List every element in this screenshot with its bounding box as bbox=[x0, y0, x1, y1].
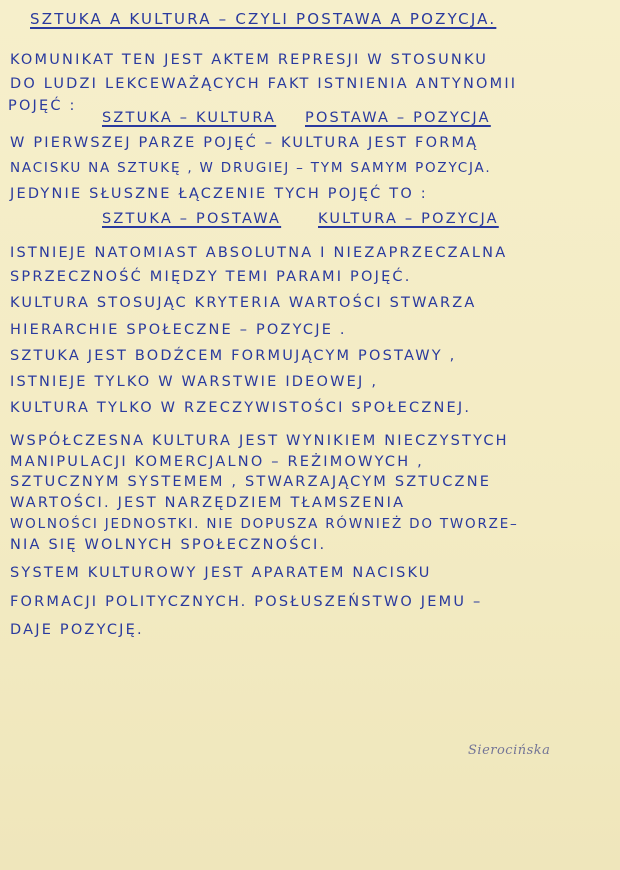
text-line: KULTURA TYLKO W RZECZYWISTOŚCI SPOŁECZNEJ. bbox=[10, 400, 472, 416]
text-line: POJĘĆ : bbox=[8, 98, 77, 114]
text-line: SZTUKA – POSTAWA bbox=[102, 211, 282, 227]
page-title: SZTUKA A KULTURA – CZYLI POSTAWA A POZYCJA. bbox=[30, 10, 497, 28]
text-line: MANIPULACJI KOMERCJALNO – REŻIMOWYCH , bbox=[10, 454, 424, 470]
signature: Sierocińska bbox=[468, 743, 551, 758]
text-line: WSPÓŁCZESNA KULTURA JEST WYNIKIEM NIECZYSTYCH bbox=[10, 433, 509, 449]
text-line: SZTUKA JEST BODŹCEM FORMUJĄCYM POSTAWY , bbox=[10, 348, 457, 364]
text-line: DO LUDZI LEKCEWAŻĄCYCH FAKT ISTNIENIA ANTYNOMII bbox=[10, 76, 518, 92]
text-line: KULTURA – POZYCJA bbox=[318, 211, 499, 227]
text-line: WOLNOŚCI JEDNOSTKI. NIE DOPUSZA RÓWNIEŻ DO TWORZE– bbox=[10, 516, 519, 532]
text-line: NIA SIĘ WOLNYCH SPOŁECZNOŚCI. bbox=[10, 537, 327, 553]
text-line: JEDYNIE SŁUSZNE ŁĄCZENIE TYCH POJĘĆ TO : bbox=[10, 186, 428, 202]
text-line: SZTUKA – KULTURA bbox=[102, 110, 277, 126]
text-line: W PIERWSZEJ PARZE POJĘĆ – KULTURA JEST FORMĄ bbox=[10, 135, 479, 151]
text-line: WARTOŚCI. JEST NARZĘDZIEM TŁAMSZENIA bbox=[10, 495, 406, 511]
text-line: KULTURA STOSUJĄC KRYTERIA WARTOŚCI STWARZA bbox=[10, 295, 477, 311]
text-line: SZTUCZNYM SYSTEMEM , STWARZAJĄCYM SZTUCZNE bbox=[10, 474, 492, 490]
text-line: POSTAWA – POZYCJA bbox=[305, 110, 491, 126]
text-line: KOMUNIKAT TEN JEST AKTEM REPRESJI W STOSUNKU bbox=[10, 52, 489, 68]
text-line: NACISKU NA SZTUKĘ , W DRUGIEJ – TYM SAMYM POZYCJA. bbox=[10, 160, 492, 176]
text-line: FORMACJI POLITYCZNYCH. POSŁUSZEŃSTWO JEMU – bbox=[10, 594, 483, 610]
text-line: ISTNIEJE NATOMIAST ABSOLUTNA I NIEZAPRZECZALNA bbox=[10, 245, 508, 261]
text-line: ISTNIEJE TYLKO W WARSTWIE IDEOWEJ , bbox=[10, 374, 379, 390]
text-line: HIERARCHIE SPOŁECZNE – POZYCJE . bbox=[10, 322, 347, 338]
text-line: SPRZECZNOŚĆ MIĘDZY TEMI PARAMI POJĘĆ. bbox=[10, 269, 412, 285]
text-line: SYSTEM KULTUROWY JEST APARATEM NACISKU bbox=[10, 565, 432, 581]
text-line: DAJE POZYCJĘ. bbox=[10, 622, 144, 638]
